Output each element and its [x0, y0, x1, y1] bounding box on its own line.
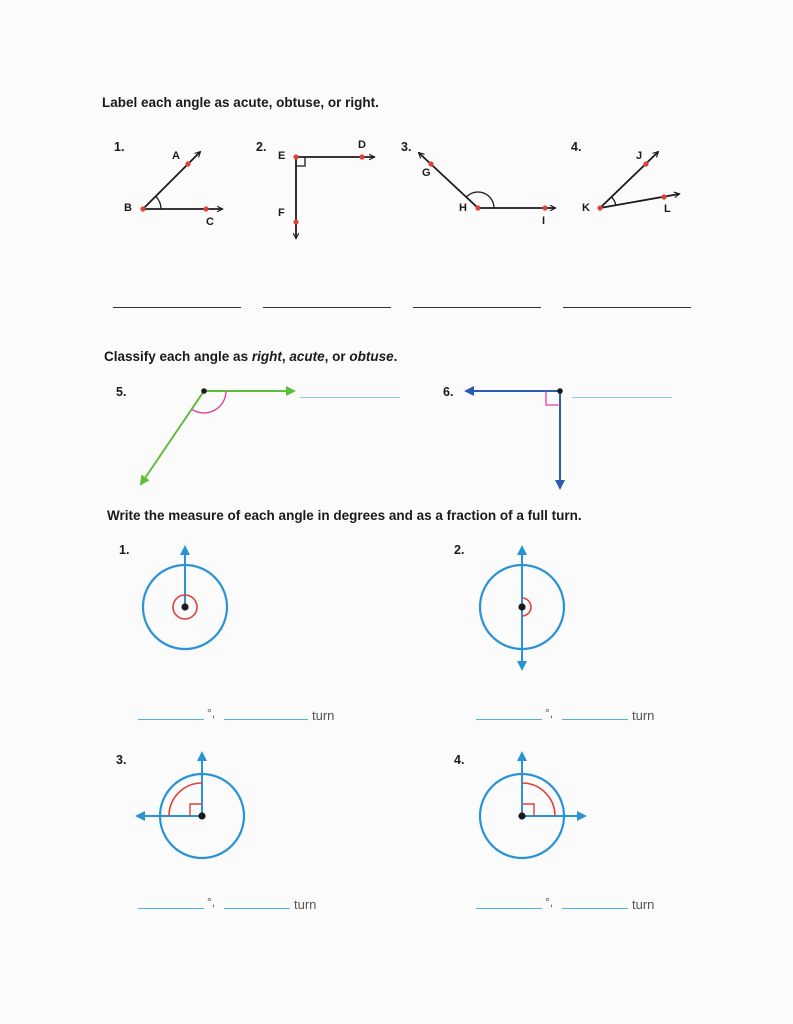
point-label-b: B [124, 202, 132, 214]
circle-problem-3-number: 3. [116, 753, 127, 767]
point-label-j: J [636, 150, 643, 162]
green-ray-down-left [141, 391, 204, 484]
circle-problem-2-number: 2. [454, 543, 465, 557]
option-right: right [251, 349, 282, 364]
circle-problem-1-number: 1. [119, 543, 130, 557]
problem-5-number: 5. [116, 385, 127, 399]
degree-mark-1: °, [207, 706, 216, 720]
center-3 [198, 812, 205, 819]
option-obtuse: obtuse [349, 349, 394, 364]
point-d [359, 154, 364, 159]
section2-period: . [393, 349, 398, 364]
turn-label-2: turn [632, 708, 655, 723]
turn-label-4: turn [632, 897, 655, 912]
point-label-a: A [172, 150, 180, 162]
turn-label-3: turn [294, 897, 317, 912]
angle-5-figure [141, 388, 294, 484]
quarter-turn-arc-3 [169, 783, 202, 816]
problem-1-number: 1. [114, 140, 125, 154]
section3-heading: Write the measure of each angle in degrees and as a fraction of a full turn. [107, 508, 582, 523]
problem-4-number: 4. [571, 140, 582, 154]
option-acute: acute [289, 349, 325, 364]
angle-def-figure [293, 154, 374, 238]
point-e [293, 154, 298, 159]
section2-comma-1: , [281, 349, 290, 364]
center-2 [518, 603, 525, 610]
angle-k-arc [612, 197, 616, 205]
point-h [475, 205, 480, 210]
degree-mark-2: °, [545, 706, 554, 720]
right-angle-mark-6 [546, 391, 560, 405]
angle-jkl-figure [597, 152, 679, 211]
point-label-g: G [422, 167, 431, 179]
point-label-l: L [664, 203, 671, 215]
problem-3-number: 3. [401, 140, 412, 154]
point-label-d: D [358, 139, 366, 151]
angle-ghi-figure [419, 153, 555, 211]
point-i [542, 205, 547, 210]
circle-problem-4-number: 4. [454, 753, 465, 767]
point-label-i: I [542, 215, 546, 227]
section1-heading: Label each angle as acute, obtuse, or right. [102, 95, 379, 110]
angle-abc-figure [140, 152, 222, 212]
point-j [643, 161, 648, 166]
point-c [203, 206, 208, 211]
center-1 [181, 603, 188, 610]
point-label-f: F [278, 207, 285, 219]
point-k [597, 205, 602, 210]
section2-comma-2: , or [324, 349, 350, 364]
angle-6-figure [466, 388, 563, 488]
point-l [661, 194, 666, 199]
circle-angle-3-figure [137, 753, 244, 858]
quarter-turn-arc-4 [522, 783, 555, 816]
point-a [185, 161, 190, 166]
point-b [140, 206, 145, 211]
vertex-6 [557, 388, 563, 394]
problem-2-number: 2. [256, 140, 267, 154]
problem-6-number: 6. [443, 385, 454, 399]
circle-angle-4-figure [480, 753, 585, 858]
point-f [293, 219, 298, 224]
degree-mark-3: °, [207, 895, 216, 909]
point-label-k: K [582, 202, 590, 214]
degree-mark-4: °, [545, 895, 554, 909]
ray-ba [143, 152, 200, 209]
center-4 [518, 812, 525, 819]
ray-hg [419, 153, 478, 208]
point-label-e: E [278, 150, 286, 162]
turn-label-1: turn [312, 708, 335, 723]
circle-angle-1-figure [143, 547, 227, 649]
angle-b-arc [156, 196, 161, 209]
point-label-c: C [206, 216, 214, 228]
circle-angle-2-figure [480, 547, 564, 669]
section2-heading-prefix: Classify each angle as [104, 349, 252, 364]
point-g [428, 161, 433, 166]
point-label-h: H [459, 202, 467, 214]
vertex-5 [201, 388, 207, 394]
